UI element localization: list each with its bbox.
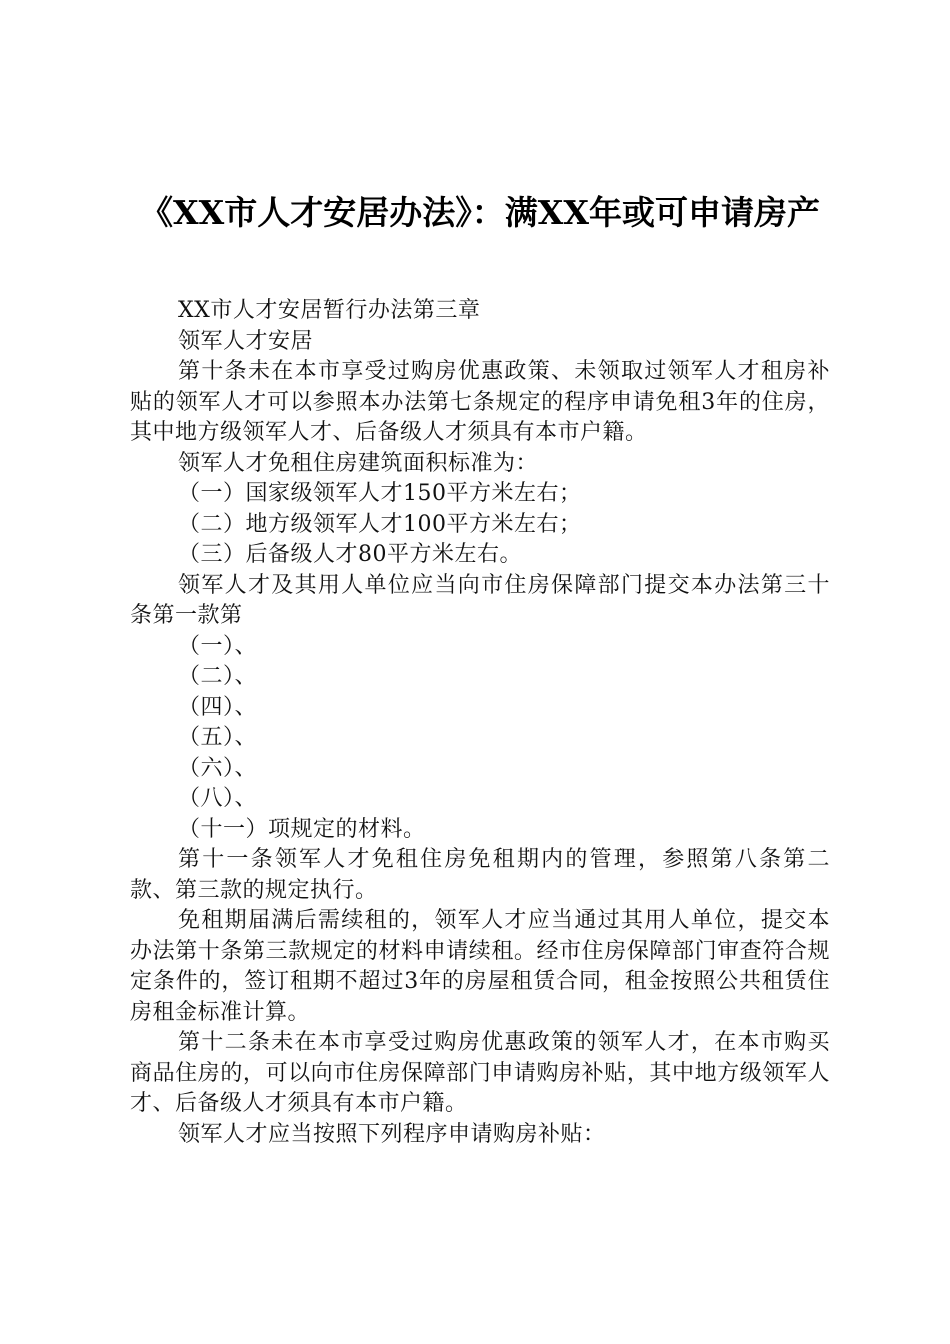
list-item-5: （五）、 — [178, 725, 258, 750]
list-item-1: （一）、 — [178, 633, 258, 659]
document-body — [130, 296, 830, 1150]
list-item-6: （六）、 — [178, 755, 258, 781]
list-item-national: （一）国家级领军人才150平方米左右； — [178, 481, 582, 506]
document-title: 《XX市人才安居办法》：满XX年或可申请房产 — [140, 193, 820, 232]
paragraph-article-10: 第十条未在本市享受过购房优惠政策、未领取过领军人才租房补贴的领军人才可以参照本办法第七条规定的程序申请免租3年的住房，其中地方级领军人才、后备级人才须具有本市户籍。 — [130, 359, 830, 445]
list-item-reserve: （三）后备级人才80平方米左右。 — [178, 542, 522, 567]
list-item-2: （二）、 — [178, 664, 258, 689]
paragraph-chapter-heading: XX市人才安居暂行办法第三章 — [178, 298, 481, 323]
list-item-11: （十一）项规定的材料。 — [178, 816, 426, 842]
paragraph-section-heading: 领军人才安居 — [178, 328, 314, 354]
paragraph-article-12: 第十二条未在本市享受过购房优惠政策的领军人才，在本市购买商品住房的，可以向市住房保障部门申请购房补贴，其中地方级领军人才、后备级人才须具有本市户籍。 — [130, 1030, 830, 1116]
list-item-4: （四）、 — [178, 694, 258, 720]
paragraph-materials: 领军人才及其用人单位应当向市住房保障部门提交本办法第三十条第一款第 — [130, 572, 830, 628]
list-item-local: （二）地方级领军人才100平方米左右； — [178, 511, 582, 537]
list-item-8: （八）、 — [178, 786, 258, 811]
paragraph-area-standard: 领军人才免租住房建筑面积标准为： — [178, 450, 539, 476]
paragraph-renewal: 免租期届满后需续租的，领军人才应当通过其用人单位，提交本办法第十条第三款规定的材料申请续租。经市住房保障部门审查符合规定条件的，签订租期不超过3年的房屋租赁合同，租金按照公共租赁住房租金标准计算。 — [130, 908, 830, 1025]
paragraph-subsidy-procedure: 领军人才应当按照下列程序申请购房补贴： — [178, 1121, 606, 1147]
paragraph-article-11: 第十一条领军人才免租住房免租期内的管理，参照第八条第二款、第三款的规定执行。 — [130, 847, 830, 903]
